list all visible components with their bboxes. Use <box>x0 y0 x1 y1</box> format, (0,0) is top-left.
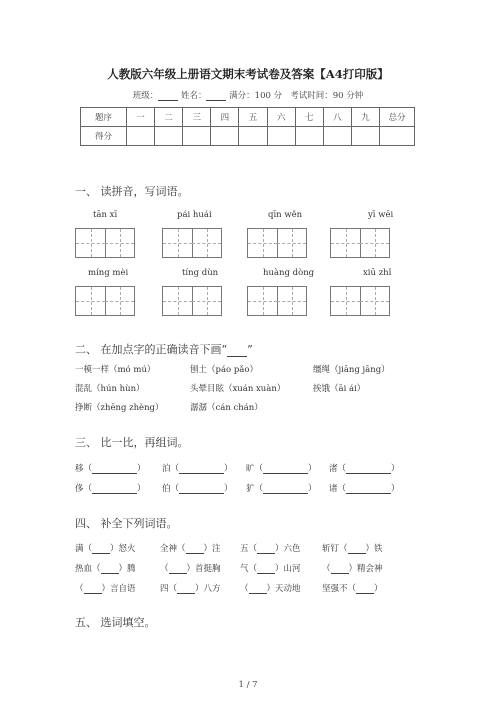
pinyin: pái huái <box>177 210 212 220</box>
compare-item: 渚（ ） <box>329 464 400 474</box>
exam-info <box>0 89 496 101</box>
section-2-title-a: 二、 在加点字的正确读音下画“ <box>75 343 228 356</box>
tianzige-box[interactable] <box>75 228 135 258</box>
score-header-cell: 四 <box>211 108 239 127</box>
reading-item[interactable]: 挨饿（āi ái） <box>313 384 366 394</box>
tianzige-cell <box>360 229 389 257</box>
tianzige-box[interactable] <box>247 286 307 316</box>
score-row-label: 得分 <box>81 127 127 146</box>
answer-blank[interactable] <box>257 544 275 554</box>
class-blank[interactable] <box>158 91 178 101</box>
score-header-cell: 八 <box>323 108 351 127</box>
compare-item: 侈（ ） <box>75 484 146 494</box>
score-cell[interactable] <box>351 127 379 146</box>
score-header-cell: 二 <box>155 108 183 127</box>
idiom-item: 五（ ）六色 <box>240 544 301 554</box>
compare-item: 犷（ ） <box>246 484 317 494</box>
score-cell[interactable] <box>295 127 323 146</box>
answer-blank[interactable] <box>177 584 195 594</box>
name-label: 姓名： <box>180 91 207 101</box>
reading-item[interactable]: 挣断（zhēng zhèng） <box>75 403 164 413</box>
tianzige-cell <box>360 287 389 315</box>
tianzige-cell <box>248 287 278 315</box>
reading-item[interactable]: 潺潺（cán chán） <box>190 403 263 413</box>
compare-item: 旷（ ） <box>246 464 317 474</box>
answer-blank[interactable] <box>186 544 204 554</box>
section-2-title-b: ” <box>247 343 253 356</box>
answer-blank[interactable] <box>331 564 349 574</box>
idiom-item: 斩钉（ ）铁 <box>322 544 383 554</box>
reading-item[interactable]: 刨土（páo pǎo） <box>190 365 258 375</box>
tianzige-cell <box>163 287 193 315</box>
name-blank[interactable] <box>206 91 226 101</box>
tianzige-box[interactable] <box>162 286 222 316</box>
tianzige-box[interactable] <box>75 286 135 316</box>
tianzige-cell <box>163 229 193 257</box>
page-title: 人教版六年级上册语文期末考试卷及答案【A4打印版】 <box>107 67 389 81</box>
answer-blank[interactable] <box>346 484 391 494</box>
score-header-cell: 一 <box>127 108 155 127</box>
answer-blank[interactable] <box>179 464 224 474</box>
idiom-item: （ ）首挺胸 <box>160 564 221 574</box>
score-cell[interactable] <box>155 127 183 146</box>
section-1-title: 一、 读拼音，写词语。 <box>75 185 189 198</box>
tianzige-cell <box>76 229 106 257</box>
pinyin: huàng dòng <box>263 268 315 278</box>
section-3-title: 三、 比一比，再组词。 <box>75 436 189 449</box>
score-cell[interactable] <box>239 127 267 146</box>
tianzige-cell <box>331 229 361 257</box>
idiom-item: 满（ ）怒火 <box>75 544 136 554</box>
answer-blank[interactable] <box>84 584 102 594</box>
score-header-cell: 九 <box>351 108 379 127</box>
tianzige-box[interactable] <box>162 228 222 258</box>
pinyin: qīn wěn <box>268 210 303 220</box>
pinyin: tíng dùn <box>182 268 219 278</box>
answer-blank[interactable] <box>92 544 110 554</box>
answer-blank[interactable] <box>356 584 374 594</box>
tianzige-cell <box>277 287 306 315</box>
compare-item: 诸（ ） <box>329 484 400 494</box>
tianzige-box[interactable] <box>247 228 307 258</box>
tianzige-cell <box>192 229 221 257</box>
underline-sample <box>227 347 247 357</box>
score-value-row <box>81 127 415 146</box>
answer-blank[interactable] <box>92 484 137 494</box>
tianzige-cell <box>192 287 221 315</box>
section-4-title: 四、 补全下列词语。 <box>75 517 178 530</box>
score-header-cell: 六 <box>267 108 295 127</box>
section-2-title <box>75 341 253 357</box>
idiom-item: 气（ ）山河 <box>240 564 301 574</box>
reading-item[interactable]: 混乱（hún hùn） <box>75 384 145 394</box>
answer-blank[interactable] <box>92 464 137 474</box>
score-cell[interactable] <box>267 127 295 146</box>
idiom-item: 全神（ ）注 <box>160 544 221 554</box>
full-score: 满分：100 分 <box>229 91 283 101</box>
pinyin: míng mèi <box>88 268 129 278</box>
score-cell[interactable] <box>127 127 155 146</box>
answer-blank[interactable] <box>249 584 267 594</box>
tianzige-cell <box>277 229 306 257</box>
class-label: 班级： <box>132 91 159 101</box>
tianzige-cell <box>248 229 278 257</box>
idiom-item: 四（ ）八方 <box>160 584 221 594</box>
score-cell[interactable] <box>323 127 351 146</box>
score-header-cell: 七 <box>295 108 323 127</box>
score-header-row <box>81 108 415 127</box>
answer-blank[interactable] <box>346 464 391 474</box>
score-header-cell: 总分 <box>380 108 415 127</box>
answer-blank[interactable] <box>263 464 308 474</box>
tianzige-cell <box>331 287 361 315</box>
exam-time: 考试时间：90 分钟 <box>290 91 364 101</box>
section-5-title: 五、 选词填空。 <box>75 616 156 629</box>
answer-blank[interactable] <box>348 544 366 554</box>
page-number: 1 / 7 <box>238 680 258 690</box>
pinyin: yī wēi <box>368 210 394 220</box>
reading-item[interactable]: 头晕目眩（xuán xuàn） <box>190 384 286 394</box>
idiom-item: 热血（ ）腾 <box>75 564 136 574</box>
pinyin: tān xī <box>93 210 118 220</box>
idiom-item: （ ）精会神 <box>322 564 383 574</box>
score-cell[interactable] <box>183 127 211 146</box>
score-header-cell: 三 <box>183 108 211 127</box>
pinyin: xiū zhǐ <box>363 268 392 278</box>
compare-item: 泊（ ） <box>162 464 233 474</box>
reading-item[interactable]: 一模一样（mó mú） <box>75 365 156 375</box>
idiom-item: 坚强不（ ） <box>322 584 383 594</box>
tianzige-box[interactable] <box>330 286 390 316</box>
score-table <box>80 107 415 146</box>
answer-blank[interactable] <box>263 484 308 494</box>
compare-item: 移（ ） <box>75 464 146 474</box>
score-cell[interactable] <box>380 127 415 146</box>
score-cell[interactable] <box>211 127 239 146</box>
tianzige-box[interactable] <box>330 228 390 258</box>
tianzige-cell <box>76 287 106 315</box>
answer-blank[interactable] <box>169 564 187 574</box>
compare-item: 伯（ ） <box>162 484 233 494</box>
reading-item[interactable]: 缰绳（jiāng jāng） <box>313 365 390 375</box>
tianzige-cell <box>105 229 134 257</box>
idiom-item: （ ）言自语 <box>75 584 136 594</box>
answer-blank[interactable] <box>101 564 119 574</box>
score-header-cell: 五 <box>239 108 267 127</box>
tianzige-cell <box>105 287 134 315</box>
answer-blank[interactable] <box>257 564 275 574</box>
answer-blank[interactable] <box>179 484 224 494</box>
idiom-item: （ ）天动地 <box>240 584 301 594</box>
score-header-cell: 题序 <box>81 108 127 127</box>
